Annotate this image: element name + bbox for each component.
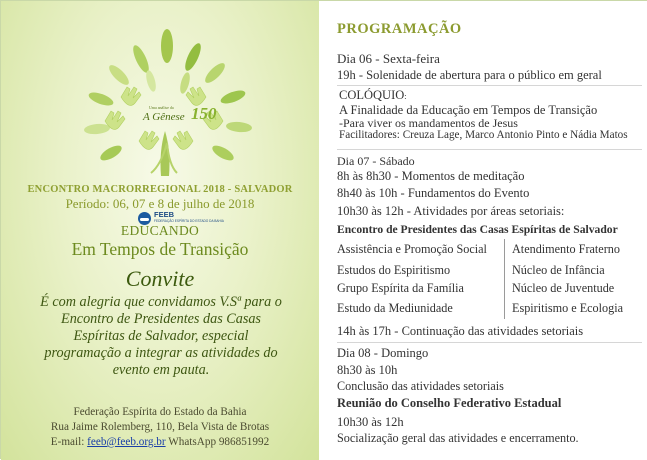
left-panel bbox=[1, 1, 319, 460]
area-item: Atendimento Fraterno bbox=[512, 242, 620, 256]
svg-text:Uma análise da: Uma análise da bbox=[149, 105, 174, 110]
day3-time1: 8h30 às 10h bbox=[337, 363, 398, 377]
schedule-panel bbox=[319, 1, 647, 460]
contact-org: Federação Espírita do Estado da Bahia bbox=[73, 406, 247, 418]
day2-title: Dia 07 - Sábado bbox=[337, 154, 415, 168]
feeb-name: FEEB bbox=[154, 210, 175, 219]
schedule-heading: PROGRAMAÇÃO bbox=[337, 21, 462, 37]
day2-item: 8h40 às 10h - Fundamentos do Evento bbox=[337, 186, 530, 200]
area-item: Núcleo de Infância bbox=[512, 263, 605, 277]
email-link[interactable]: feeb@feeb.org.br bbox=[87, 436, 166, 448]
area-item: Estudo da Mediunidade bbox=[337, 301, 453, 315]
day1-desc: - Solenidade de abertura para o público em geral bbox=[355, 68, 602, 82]
day2-item: 14h às 17h - Continuação das atividades setoriais bbox=[337, 324, 584, 338]
invite-line: É com alegria que convidamos V.Sª para o bbox=[40, 294, 282, 310]
encontro-heading: Encontro de Presidentes das Casas Espíritas de Salvador bbox=[337, 223, 618, 236]
day3-desc2: Socialização geral das atividades e encerramento. bbox=[337, 431, 579, 445]
invite-line: Espíritas de Salvador, especial bbox=[73, 328, 249, 344]
area-item: Assistência e Promoção Social bbox=[337, 242, 487, 256]
invite-line: evento em pauta. bbox=[112, 362, 210, 378]
divider bbox=[337, 342, 642, 343]
theme-line2: Em Tempos de Transição bbox=[71, 239, 249, 259]
contact-address: Rua Jaime Rolemberg, 110, Bela Vista de Brotas bbox=[50, 421, 270, 433]
coloquio-topic2: -Para viver os mandamentos de Jesus bbox=[339, 116, 518, 130]
contact-block bbox=[1, 405, 319, 450]
facilitadores: Facilitadores: Creuza Lage, Marco Antonio Pinto e Nádia Matos bbox=[339, 129, 628, 141]
day1-title: Dia 06 - Sexta-feira bbox=[337, 51, 440, 66]
divider bbox=[337, 149, 642, 150]
feeb-subtitle: FEDERAÇÃO ESPÍRITA DO ESTADO DA BAHIA bbox=[154, 219, 224, 223]
day3-time2: 10h30 às 12h bbox=[337, 415, 404, 429]
areas-divider bbox=[504, 239, 505, 319]
day3-title: Dia 08 - Domingo bbox=[337, 346, 429, 360]
invite-line: programação a integrar as atividades do bbox=[44, 345, 278, 361]
day2-item: 10h30 às 12h - Atividades por áreas setoriais: bbox=[337, 204, 565, 218]
svg-text:150: 150 bbox=[191, 104, 217, 123]
invite-text bbox=[11, 294, 311, 379]
invite-heading: Convite bbox=[125, 266, 195, 291]
event-period: Período: 06, 07 e 8 de julho de 2018 bbox=[65, 196, 255, 211]
area-item: Espiritismo e Ecologia bbox=[512, 301, 624, 315]
area-item: Estudos do Espiritismo bbox=[337, 263, 451, 277]
divider bbox=[337, 85, 642, 86]
whatsapp: WhatsApp 986851992 bbox=[165, 436, 270, 448]
day1-time: 19h bbox=[337, 68, 356, 82]
day2-item: 8h às 8h30 - Momentos de meditação bbox=[337, 169, 525, 183]
day1-opening bbox=[337, 68, 602, 83]
email-label: E-mail: bbox=[50, 436, 88, 448]
event-title: ENCONTRO MACRORREGIONAL 2018 - SALVADOR bbox=[27, 184, 293, 195]
invite-line: Encontro de Presidentes das Casas bbox=[61, 311, 261, 327]
contact-line bbox=[1, 435, 319, 450]
area-item: Núcleo de Juventude bbox=[512, 281, 615, 295]
area-item: Grupo Espírita da Família bbox=[337, 281, 464, 295]
theme-line1: EDUCANDO bbox=[120, 223, 200, 238]
coloquio-label: COLÓQUIO bbox=[339, 88, 405, 102]
coloquio-colon: : bbox=[404, 92, 407, 101]
svg-text:A Gênese: A Gênese bbox=[143, 111, 185, 123]
coloquio-topic1: A Finalidade da Educação em Tempos de Transição bbox=[339, 103, 598, 117]
tree-of-hands-logo bbox=[1, 1, 319, 186]
reuniao-heading: Reunião do Conselho Federativo Estadual bbox=[337, 396, 562, 410]
day3-desc1: Conclusão das atividades setoriais bbox=[337, 379, 504, 393]
coloquio bbox=[339, 88, 407, 103]
